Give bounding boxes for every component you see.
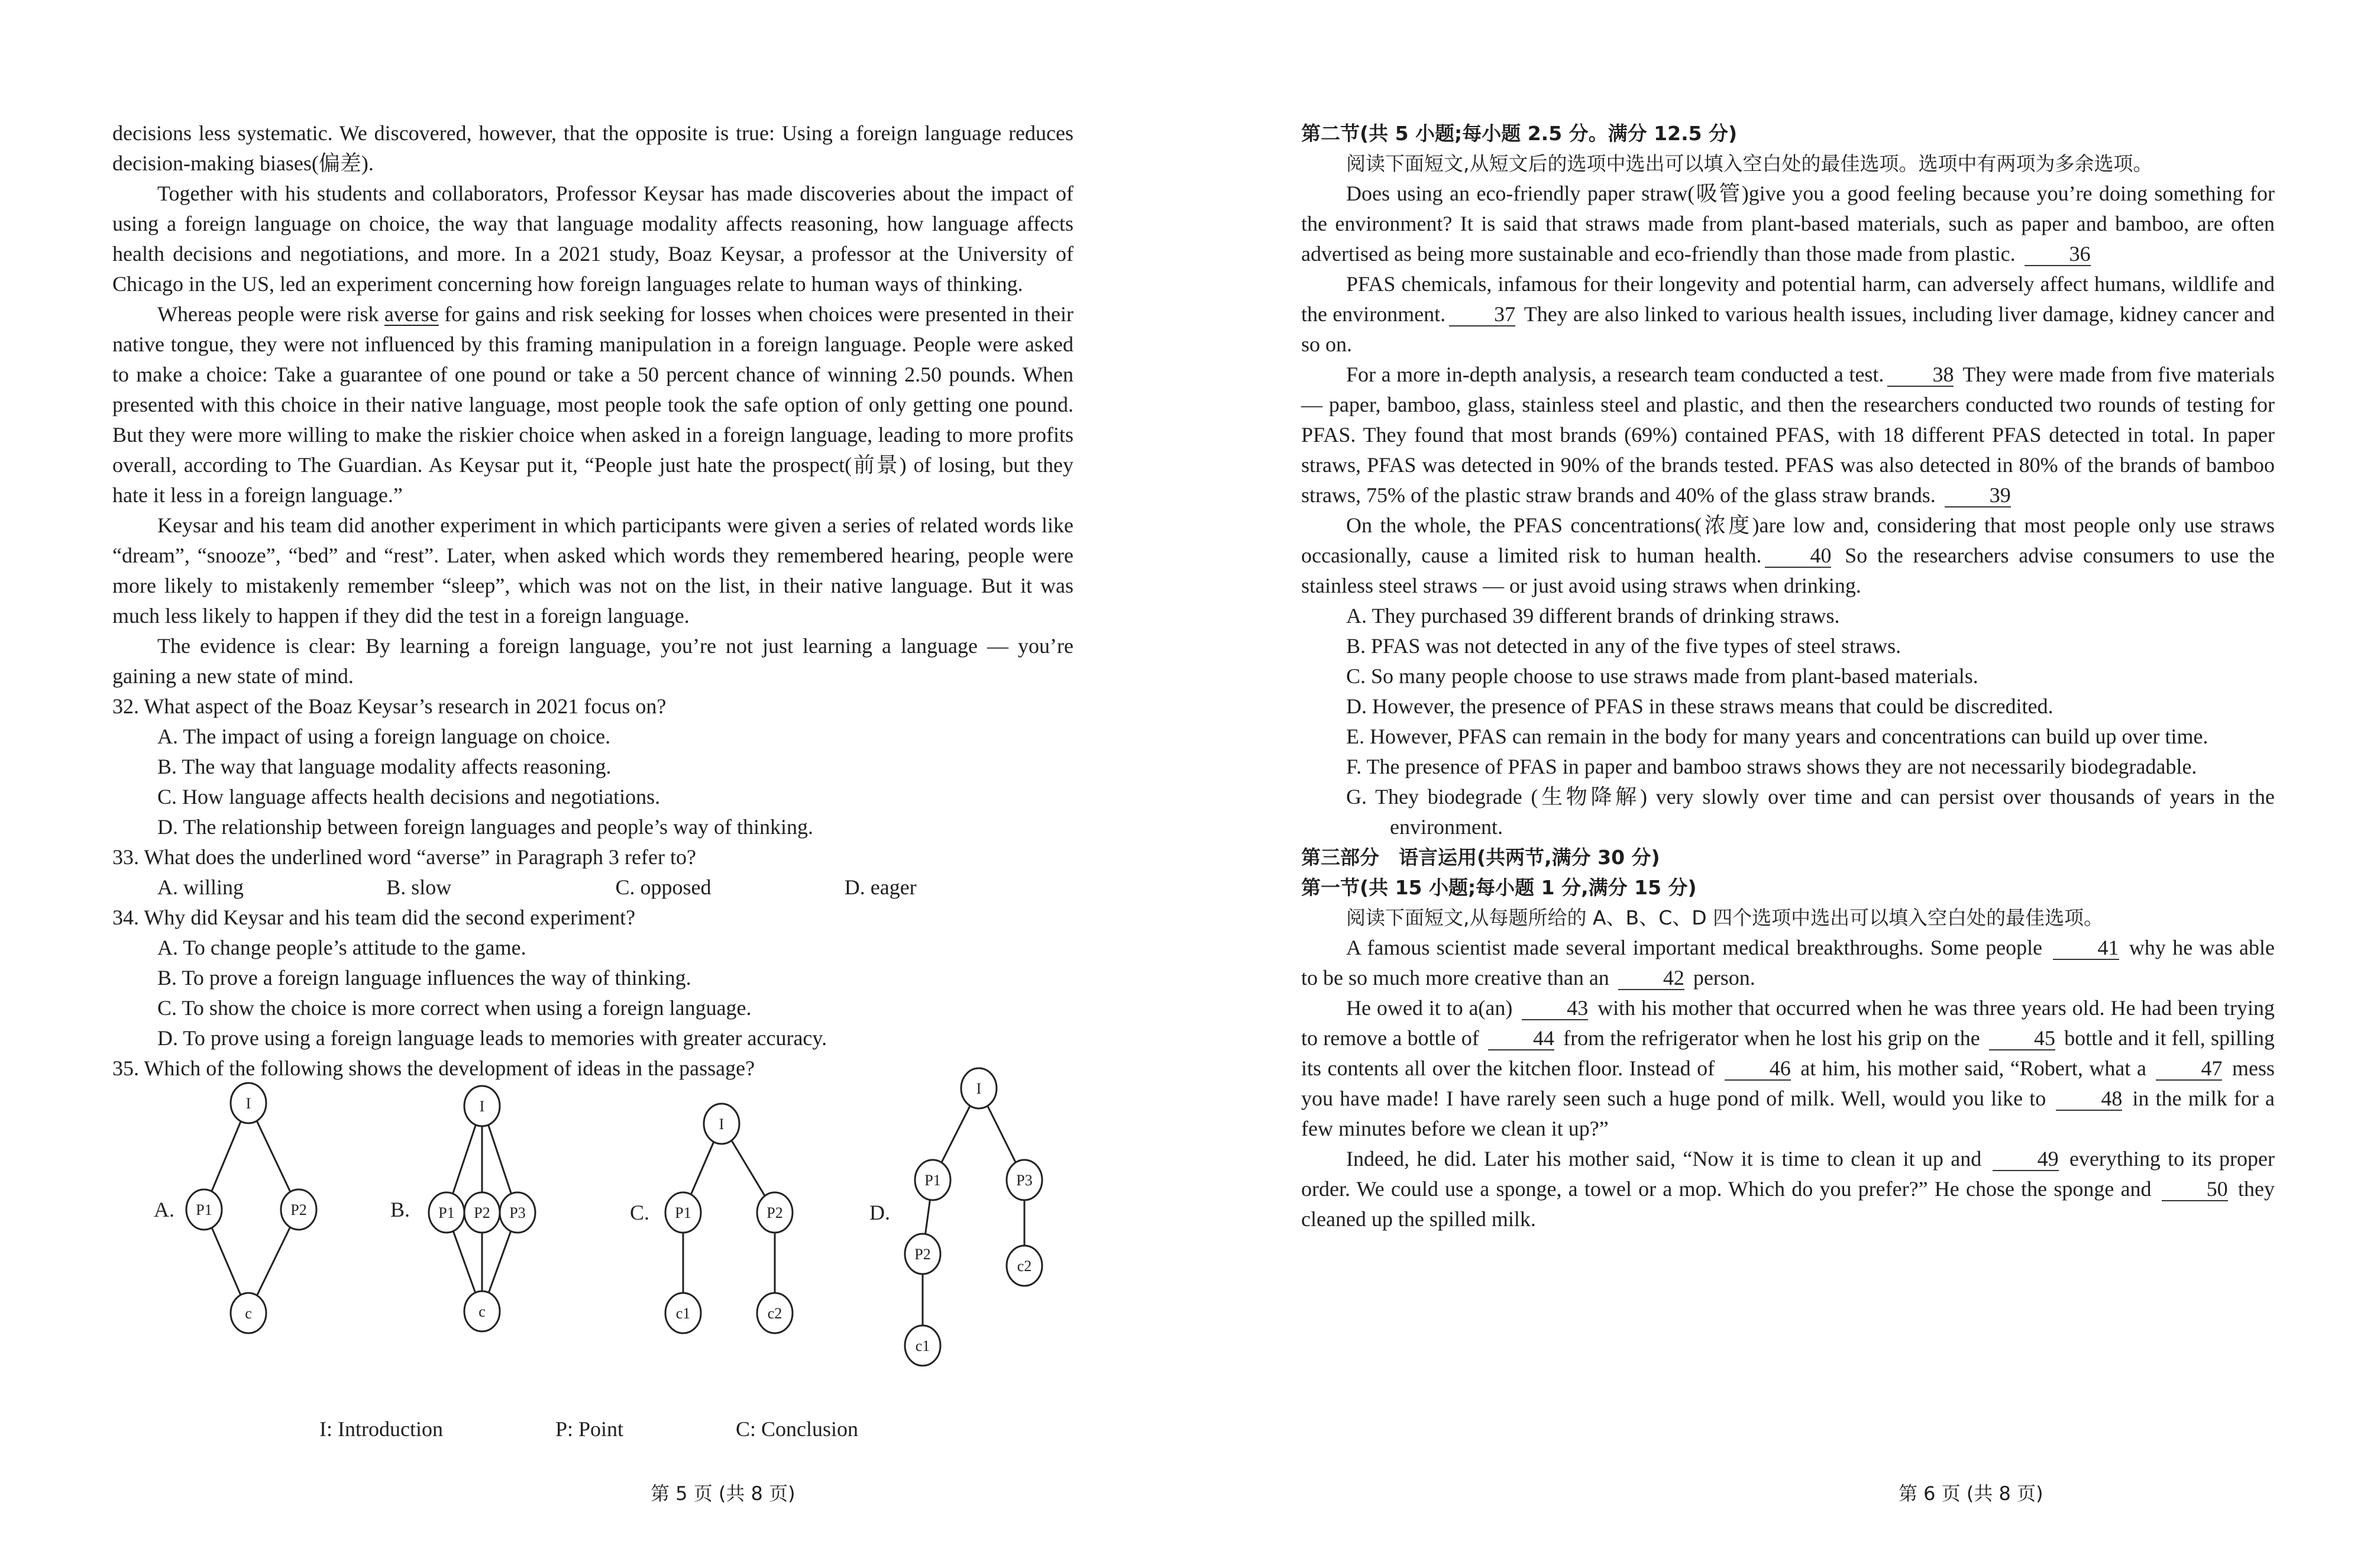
diagram-option-label[interactable]: B. [390, 1198, 410, 1221]
page-number-footer: 第 5 页 (共 8 页) [651, 1482, 795, 1505]
section-instructions: 阅读下面短文,从短文后的选项中选出可以填入空白处的最佳选项。选项中有两项为多余选项。 [1346, 152, 2153, 175]
diagram-node-i [704, 1104, 739, 1144]
answer-option-c[interactable]: C. So many people choose to use straws made from plant-based materials. [1346, 664, 1978, 688]
diagram-edge [488, 1229, 512, 1295]
text-segment: with his mother that occurred when he was three years old. He had been trying to remove a bottle of [1301, 996, 2275, 1050]
diagram-node-p2 [905, 1234, 940, 1274]
diagram-option-label[interactable]: A. [154, 1198, 174, 1221]
question-32 [112, 691, 1073, 842]
section-one-instructions: 阅读下面短文,从每题所给的 A、B、C、D 四个选项中选出可以填入空白处的最佳选项。 [1346, 906, 2104, 929]
text-segment: For a more in-depth analysis, a research team conducted a test. [1346, 363, 1884, 386]
answer-option-d[interactable]: D. However, the presence of PFAS in these straws means that could be discredited. [1346, 694, 2053, 718]
seven-choose-five-column [1301, 118, 2275, 1234]
diagram-node-c2 [757, 1293, 793, 1333]
diagram-edge [487, 1123, 512, 1195]
svg-text:P1: P1 [438, 1204, 455, 1221]
exam-page-5 [112, 0, 1073, 1568]
diagram-option-b [390, 1086, 535, 1331]
page-number-footer: 第 6 页 (共 8 页) [1899, 1482, 2043, 1505]
text-segment: they cleaned up the spilled milk. [1301, 1177, 2275, 1231]
passage-paragraph [1301, 360, 2275, 510]
text-segment: He owed it to a(an) [1346, 996, 1519, 1020]
svg-text:c2: c2 [1017, 1257, 1032, 1275]
svg-text:c2: c2 [767, 1305, 782, 1322]
text-segment: from the refrigerator when he lost his grip on the [1557, 1026, 1985, 1050]
svg-text:c1: c1 [675, 1305, 691, 1322]
cloze-paragraph [1301, 1144, 2275, 1234]
answer-option[interactable]: C. opposed [615, 875, 712, 899]
diagram-node-c [231, 1293, 266, 1333]
svg-text:P3: P3 [1016, 1172, 1033, 1189]
blank-36[interactable]: 36 [2025, 243, 2091, 266]
blank-38[interactable]: 38 [1887, 363, 1954, 387]
reading-passage-column [112, 118, 1073, 1084]
svg-text:P2: P2 [767, 1204, 783, 1221]
diagram-node-p1 [186, 1189, 222, 1230]
diagram-node-p1 [915, 1160, 950, 1200]
svg-text:I: I [719, 1116, 725, 1133]
svg-text:P1: P1 [196, 1201, 212, 1218]
svg-text:I: I [479, 1098, 485, 1115]
answer-option-e[interactable]: E. However, PFAS can remain in the body for many years and concentrations can build up over time. [1346, 725, 2208, 748]
passage-paragraph: The evidence is clear: By learning a foreign language, you’re not just learning a language — you’re gaining a new state of mind. [112, 634, 1073, 688]
svg-text:c: c [245, 1305, 252, 1322]
answer-option[interactable]: A. To change people’s attitude to the game. [157, 936, 526, 959]
text-segment: Indeed, he did. Later his mother said, “Now it is time to clean it up and [1346, 1147, 1989, 1171]
text-segment: bottle and it fell, spilling its contents all over the kitchen floor. Instead of [1301, 1026, 2275, 1080]
diagram-option-label[interactable]: C. [630, 1201, 650, 1224]
blank-50[interactable]: 50 [2162, 1178, 2228, 1201]
blank-40[interactable]: 40 [1765, 544, 1831, 568]
svg-text:P2: P2 [914, 1246, 931, 1263]
question-stem: 33. What does the underlined word “averse” in Paragraph 3 refer to? [112, 845, 696, 869]
text-segment: at him, his mother said, “Robert, what a [1794, 1056, 2153, 1080]
diagram-node-c [464, 1291, 500, 1331]
text-segment: Does using an eco-friendly paper straw(吸管)give you a good feeling because you’re doing something for the environment? It is said that straws made from plant-based materials, such as paper and bamboo, are often advertised as being more sustainable and eco-friendly than those made from plastic. [1301, 182, 2275, 266]
text-segment: person. [1687, 966, 1755, 990]
answer-option[interactable]: A. The impact of using a foreign language on choice. [157, 725, 611, 748]
answer-option[interactable]: B. The way that language modality affects reasoning. [157, 755, 612, 778]
blank-46[interactable]: 46 [1725, 1057, 1791, 1081]
text-segment: Whereas people were risk [157, 302, 384, 326]
blank-49[interactable]: 49 [1993, 1147, 2059, 1171]
diagram-node-c1 [905, 1325, 940, 1366]
idea-structure-diagrams [130, 1062, 1088, 1393]
diagram-edge [987, 1104, 1016, 1164]
diagram-node-p2 [281, 1189, 316, 1230]
diagram-edge [452, 1229, 476, 1295]
passage-paragraph-with-underline [112, 299, 1073, 510]
section-one-title: 第一节(共 15 小题;每小题 1 分,满分 15 分) [1301, 876, 1697, 899]
diagram-edge [211, 1226, 241, 1297]
text-segment: mess you have made! I have rarely seen such a huge pond of milk. Well, would you like to [1301, 1056, 2275, 1110]
diagram-edge [256, 1119, 291, 1194]
blank-39[interactable]: 39 [1945, 484, 2011, 507]
legend-conclusion: C: Conclusion [736, 1417, 859, 1441]
diagram-node-p3 [500, 1192, 535, 1233]
diagram-edge [940, 1104, 971, 1164]
answer-option[interactable]: D. To prove using a foreign language leads to memories with greater accuracy. [157, 1026, 827, 1050]
blank-41[interactable]: 41 [2053, 936, 2119, 960]
answer-option-g[interactable]: G. They biodegrade (生物降解) very slowly over time and can persist over thousands of years in the environment. [1346, 785, 2275, 839]
blank-47[interactable]: 47 [2156, 1057, 2222, 1081]
answer-options-row [112, 872, 1073, 903]
svg-text:P1: P1 [675, 1204, 691, 1221]
part-three-title: 第三部分 语言运用(共两节,满分 30 分) [1301, 846, 1660, 869]
answer-option[interactable]: C. To show the choice is more correct when using a foreign language. [157, 996, 752, 1020]
answer-option[interactable]: D. eager [844, 875, 917, 899]
text-segment: PFAS chemicals, infamous for their longevity and potential harm, can adversely affect humans, wildlife and the environment. [1301, 272, 2275, 326]
text-segment: They are also linked to various health issues, including liver damage, kidney cancer and so on. [1301, 302, 2275, 356]
diagram-option-a [154, 1083, 316, 1333]
answer-options-list [1301, 601, 2275, 842]
blank-45[interactable]: 45 [1989, 1027, 2055, 1050]
diagram-node-p1 [665, 1192, 701, 1233]
diagram-node-p2 [464, 1192, 500, 1233]
question-stem: 35. Which of the following shows the development of ideas in the passage? [112, 1056, 755, 1080]
diagram-node-i [961, 1068, 997, 1108]
question-33 [112, 842, 1073, 903]
text-segment: They were made from five materials — paper, bamboo, glass, stainless steel and plastic, and then the researchers conducted two rounds of testing for PFAS. They found that most brands (69%) contained PFAS, with 18 different PFAS detected in total. In paper straws, PFAS was detected in 90% of the brands tested. PFAS was also detected in 80% of the brands of bamboo straws, 75% of the plastic straw brands and 40% of the glass straw brands. [1301, 363, 2275, 507]
legend-point: P: Point [555, 1417, 624, 1441]
passage-paragraph [1301, 179, 2275, 269]
text-segment: why he was able to be so much more creative than an [1301, 936, 2275, 990]
answer-option[interactable]: B. slow [386, 875, 452, 899]
svg-text:P1: P1 [924, 1172, 941, 1189]
passage-paragraph: Keysar and his team did another experiment in which participants were given a series of related words like “dream”, “snooze”, “bed” and “rest”. Later, when asked which words they remembered hearing, people were more likely to mistakenly remember “sleep”, which was not on the list, in their native language. But it was much less likely to happen if they did the test in a foreign language. [112, 513, 1073, 628]
answer-option[interactable]: B. To prove a foreign language influences the way of thinking. [157, 966, 691, 990]
text-segment: A famous scientist made several important medical breakthroughs. Some people [1346, 936, 2049, 959]
diagram-edge [925, 1198, 930, 1237]
question-stem: 32. What aspect of the Boaz Keysar’s research in 2021 focus on? [112, 694, 667, 718]
legend-introduction: I: Introduction [319, 1417, 443, 1441]
diagram-node-p1 [429, 1192, 464, 1233]
blank-42[interactable]: 42 [1618, 966, 1684, 990]
blank-48[interactable]: 48 [2056, 1087, 2122, 1111]
text-segment: in the milk for a few minutes before we clean it up?” [1301, 1087, 2275, 1140]
cloze-paragraph [1301, 933, 2275, 993]
text-segment: On the whole, the PFAS concentrations(浓度)are low and, considering that most people only use straws occasionally, cause a limited risk to human health. [1301, 513, 2275, 567]
svg-text:P2: P2 [290, 1201, 307, 1218]
diagram-node-p2 [757, 1192, 793, 1233]
answer-option-b[interactable]: B. PFAS was not detected in any of the five types of steel straws. [1346, 634, 1901, 658]
svg-text:c1: c1 [915, 1337, 930, 1354]
text-segment: So the researchers advise consumers to use the stainless steel straws — or just avoid using straws when drinking. [1301, 544, 2275, 597]
question-34 [112, 903, 1073, 1053]
diagram-legend [319, 1417, 1088, 1441]
diagram-edge [690, 1140, 714, 1197]
cloze-paragraph [1301, 993, 2275, 1144]
answer-option[interactable]: C. How language affects health decisions and negotiations. [157, 785, 661, 809]
answer-option-f[interactable]: F. The presence of PFAS in paper and bamboo straws shows they are not necessarily biodegradable. [1346, 755, 2197, 778]
diagram-edge [452, 1123, 476, 1195]
diagram-canvas [130, 1062, 1088, 1393]
diagram-edge [256, 1226, 291, 1297]
blank-43[interactable]: 43 [1522, 997, 1588, 1020]
diagram-node-i [231, 1083, 266, 1123]
passage-paragraph: Together with his students and collaborators, Professor Keysar has made discoveries about the impact of using a foreign language on choice, the way that language modality affects reasoning, how language affects health decisions and negotiations, and more. In a 2021 study, Boaz Keysar, a professor at the University of Chicago in the US, led an experiment concerning how foreign languages relate to human ways of thinking. [112, 182, 1073, 296]
exam-page-6 [1301, 0, 2275, 1568]
diagram-node-i [464, 1086, 500, 1126]
svg-text:I: I [976, 1080, 982, 1097]
answer-option[interactable]: A. willing [157, 875, 244, 899]
passage-paragraph: decisions less systematic. We discovered, however, that the opposite is true: Using a foreign language reduces decision-making biases(偏差). [112, 121, 1073, 175]
svg-text:P3: P3 [509, 1204, 526, 1221]
diagram-option-c [630, 1104, 793, 1333]
text-segment: for gains and risk seeking for losses when choices were presented in their native tongue, they were not influenced by this framing manipulation in a foreign language. People were asked to make a choice: Take a guarantee of one pound or take a 50 percent chance of winning 2.50 pounds. When presented with this choice in their native language, most people took the safe option of only getting one pound. But they were more willing to make the riskier choice when asked in a foreign language, leading to more profits overall, according to The Guardian. As Keysar put it, “People just hate the prospect(前景) of losing, but they hate it less in a foreign language.” [112, 302, 1073, 507]
diagram-node-c1 [665, 1293, 701, 1333]
svg-text:c: c [478, 1303, 486, 1320]
diagram-option-label[interactable]: D. [869, 1201, 890, 1224]
svg-text:P2: P2 [474, 1204, 490, 1221]
passage-paragraph [1301, 510, 2275, 601]
answer-option[interactable]: D. The relationship between foreign languages and people’s way of thinking. [157, 815, 814, 839]
section-title: 第二节(共 5 小题;每小题 2.5 分。满分 12.5 分) [1301, 122, 1738, 145]
diagram-node-p3 [1007, 1160, 1042, 1200]
blank-37[interactable]: 37 [1449, 303, 1515, 326]
question-stem: 34. Why did Keysar and his team did the second experiment? [112, 906, 636, 929]
text-segment: everything to its proper order. We could use a sponge, a towel or a mop. Which do you prefer?” He chose the sponge and [1301, 1147, 2275, 1201]
answer-option-a[interactable]: A. They purchased 39 different brands of drinking straws. [1346, 604, 1840, 628]
blank-44[interactable]: 44 [1488, 1027, 1554, 1050]
diagram-edge [211, 1120, 242, 1194]
svg-text:I: I [245, 1095, 251, 1112]
diagram-option-d [869, 1068, 1042, 1366]
diagram-node-c2 [1007, 1246, 1042, 1286]
diagram-edge [730, 1139, 765, 1198]
underlined-word: averse [384, 302, 439, 326]
passage-paragraph [1301, 269, 2275, 360]
